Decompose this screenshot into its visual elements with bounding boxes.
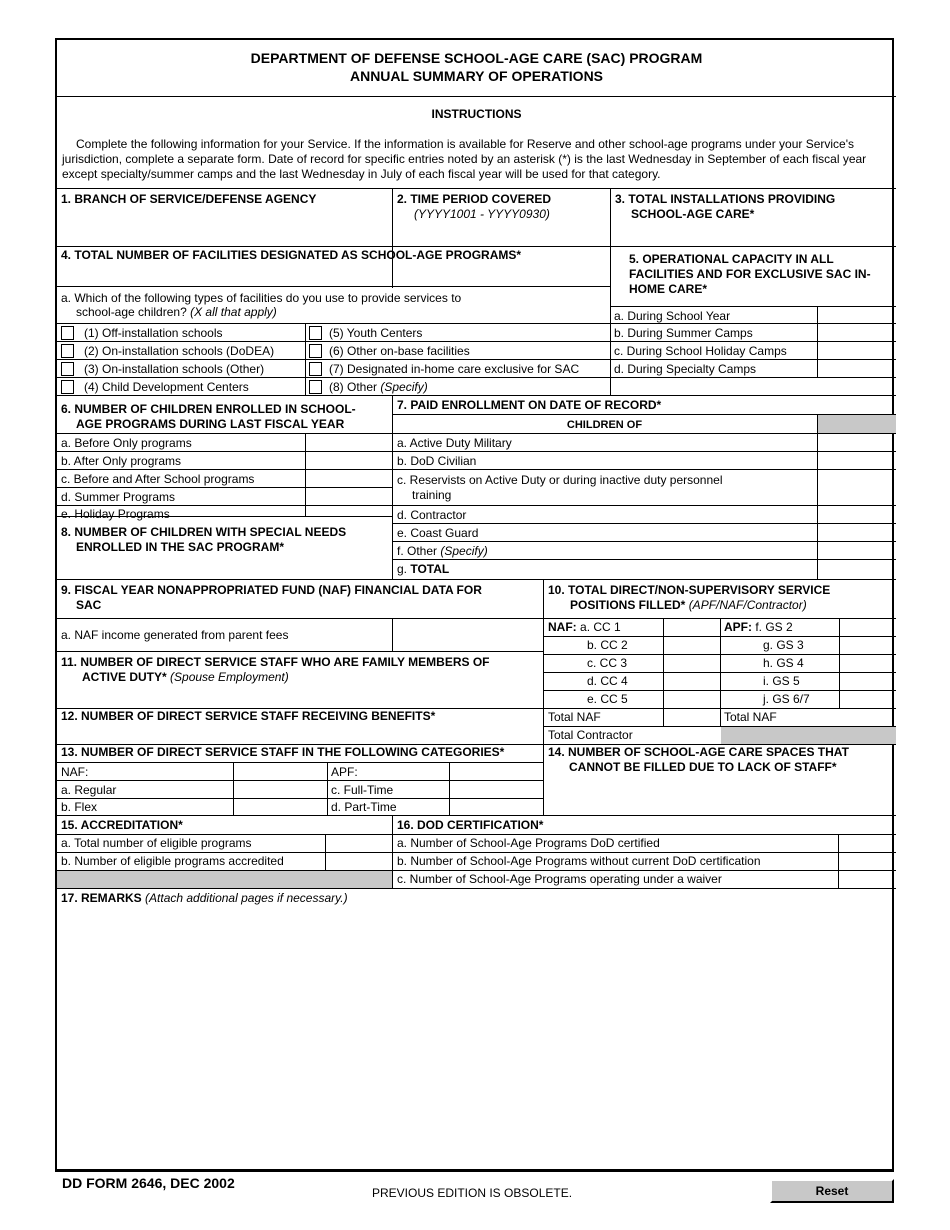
naf-income-input[interactable] — [394, 620, 542, 650]
s10-label-1: 10. TOTAL DIRECT/NON-SUPERVISORY SERVICE — [548, 583, 831, 597]
s7-total-prefix: g. — [397, 562, 408, 576]
s15-label: 15. ACCREDITATION* — [61, 818, 183, 832]
s13-naf-input[interactable] — [235, 763, 326, 779]
s12-label: 12. NUMBER OF DIRECT SERVICE STAFF RECEIVING BENEFITS* — [61, 709, 436, 723]
s15-row-a: a. Total number of eligible programs — [61, 836, 252, 850]
s10-apf-row-f: f. GS 2 — [755, 620, 793, 634]
s7-input-c[interactable] — [819, 470, 893, 504]
s10-label-2: POSITIONS FILLED* — [570, 598, 686, 612]
s6-row-c: c. Before and After School programs — [61, 472, 255, 486]
facility-option-8: (8) Other — [329, 380, 378, 394]
s16-label: 16. DOD CERTIFICATION* — [397, 818, 544, 832]
facility-checkbox-1[interactable] — [61, 326, 74, 340]
s16-row-c: c. Number of School-Age Programs operating under a waiver — [397, 872, 722, 886]
s10-naf-total-input[interactable] — [665, 709, 719, 725]
s10-apf-row-j: j. GS 6/7 — [763, 692, 810, 706]
s8-label-2: ENROLLED IN THE SAC PROGRAM* — [76, 540, 285, 554]
s13-fulltime: c. Full-Time — [331, 783, 394, 797]
s16-input-b[interactable] — [840, 853, 893, 869]
s5-row-a: a. During School Year — [614, 309, 731, 323]
form-frame — [55, 38, 894, 1172]
s17-label: 17. REMARKS — [61, 891, 142, 905]
s14-label-1: 14. NUMBER OF SCHOOL-AGE CARE SPACES THAT — [548, 745, 849, 759]
facility-option-7: (7) Designated in-home care exclusive for SAC — [329, 362, 580, 376]
facility-checkbox-2[interactable] — [61, 344, 74, 358]
s10-total-naf: Total NAF — [548, 710, 601, 724]
s2-hint: (YYYY1001 - YYYY0930) — [414, 207, 550, 221]
s10-apf-input-h[interactable] — [841, 655, 893, 671]
time-period-input[interactable] — [395, 224, 607, 246]
facility-checkbox-7[interactable] — [309, 362, 322, 376]
form-id: DD FORM 2646, DEC 2002 — [62, 1175, 235, 1191]
remarks-textarea[interactable] — [59, 908, 893, 1166]
s16-input-c[interactable] — [840, 871, 893, 887]
s6-label-2: AGE PROGRAMS DURING LAST FISCAL YEAR — [76, 417, 345, 431]
facility-checkbox-6[interactable] — [309, 344, 322, 358]
s15-input-b[interactable] — [327, 853, 391, 869]
s13-flex: b. Flex — [61, 800, 98, 814]
s6-input-a[interactable] — [307, 434, 391, 450]
s7-subheader: CHILDREN OF — [566, 419, 643, 431]
facility-option-3: (3) On-installation schools (Other) — [84, 362, 265, 376]
s10-apf-input-g[interactable] — [841, 637, 893, 653]
facility-checkbox-5[interactable] — [309, 326, 322, 340]
s10-contractor-total-input[interactable] — [665, 727, 719, 743]
s10-naf-input-e[interactable] — [665, 691, 719, 707]
s6-row-d: d. Summer Programs — [61, 490, 176, 504]
s13-naf: NAF: — [61, 765, 89, 779]
s2-label: 2. TIME PERIOD COVERED — [397, 192, 552, 206]
facility-checkbox-3[interactable] — [61, 362, 74, 376]
s5-label-3: HOME CARE* — [629, 282, 708, 296]
obsolete-note: PREVIOUS EDITION IS OBSOLETE. — [372, 1186, 573, 1200]
form-title-line1: DEPARTMENT OF DEFENSE SCHOOL-AGE CARE (SAC) PROGRAM — [250, 50, 703, 66]
s10-apf-row-h: h. GS 4 — [763, 656, 804, 670]
s5-row-c: c. During School Holiday Camps — [614, 344, 787, 358]
s10-apf-row-i: i. GS 5 — [763, 674, 800, 688]
s5-row-b: b. During Summer Camps — [614, 326, 753, 340]
s9-label-1: 9. FISCAL YEAR NONAPPROPRIATED FUND (NAF) FINANCIAL DATA FOR — [61, 583, 482, 597]
facility-checkbox-4[interactable] — [61, 380, 74, 394]
s6-row-e: e. Holiday Programs — [61, 507, 170, 521]
facility-option-2: (2) On-installation schools (DoDEA) — [84, 344, 275, 358]
facility-other-specify-input[interactable] — [447, 378, 892, 394]
s13-regular-input[interactable] — [235, 781, 326, 797]
total-installations-input[interactable] — [613, 224, 893, 246]
s13-apf-input[interactable] — [451, 763, 542, 779]
s10-naf-prefix: NAF: — [548, 620, 577, 634]
s4-question-line2: school-age children? — [76, 305, 187, 319]
s7-row-e: e. Coast Guard — [397, 526, 479, 540]
s11-label-2: ACTIVE DUTY* — [82, 670, 167, 684]
s15-row-b: b. Number of eligible programs accredited — [61, 854, 284, 868]
s7-row-f-hint: (Specify) — [440, 544, 488, 558]
s10-hint: (APF/NAF/Contractor) — [688, 598, 807, 612]
facility-option-1: (1) Off-installation schools — [84, 326, 223, 340]
s10-apf-total-input[interactable] — [841, 709, 893, 725]
s3-label-2: SCHOOL-AGE CARE* — [631, 207, 755, 221]
s3-label-1: 3. TOTAL INSTALLATIONS PROVIDING — [615, 192, 836, 206]
s10-naf-row-c: c. CC 3 — [587, 656, 628, 670]
s11-label-1: 11. NUMBER OF DIRECT SERVICE STAFF WHO ARE FAMILY MEMBERS OF — [61, 655, 490, 669]
facility-checkbox-8[interactable] — [309, 380, 322, 394]
s13-fulltime-input[interactable] — [451, 781, 542, 797]
s5-input-d[interactable] — [819, 360, 893, 376]
s10-naf-input-d[interactable] — [665, 673, 719, 689]
unfilled-spaces-input[interactable] — [545, 778, 893, 814]
s6-input-e[interactable] — [307, 506, 391, 516]
s15-input-a[interactable] — [327, 835, 391, 851]
reset-button[interactable]: Reset — [770, 1179, 894, 1203]
s7-row-b: b. DoD Civilian — [397, 454, 477, 468]
s6-input-c[interactable] — [307, 470, 391, 486]
family-members-input[interactable] — [59, 686, 541, 706]
s10-naf-row-a: a. CC 1 — [580, 620, 621, 634]
s4-question-line1: a. Which of the following types of facilities do you use to provide services to — [61, 291, 462, 305]
s17-hint: (Attach additional pages if necessary.) — [145, 891, 348, 905]
s16-row-a: a. Number of School-Age Programs DoD certified — [397, 836, 660, 850]
s5-input-b[interactable] — [819, 324, 893, 340]
facility-option-4: (4) Child Development Centers — [84, 380, 249, 394]
s16-input-a[interactable] — [840, 835, 893, 851]
s6-row-a: a. Before Only programs — [61, 436, 192, 450]
s13-parttime-input[interactable] — [451, 799, 542, 814]
s10-naf-input-b[interactable] — [665, 637, 719, 653]
instructions-text: Complete the following information for your Service. If the information is available for Reserve and other school-age programs under your Service's jurisdiction, complete a separate form. Date of record for specific entries noted by an asterisk (*) is the last Wednesday in September of each fiscal year except specialty/summer camps and the last Wednesday in July of each fiscal year will be used for that category. — [62, 137, 867, 181]
s1-label: 1. BRANCH OF SERVICE/DEFENSE AGENCY — [61, 192, 317, 206]
facility-option-5: (5) Youth Centers — [329, 326, 423, 340]
s6-label-1: 6. NUMBER OF CHILDREN ENROLLED IN SCHOOL- — [61, 402, 356, 416]
s5-label-2: FACILITIES AND FOR EXCLUSIVE SAC IN- — [629, 267, 871, 281]
s4-question-hint: (X all that apply) — [190, 305, 277, 319]
instructions-title: INSTRUCTIONS — [431, 107, 522, 121]
s7-input-f[interactable] — [819, 542, 893, 558]
s7-row-a: a. Active Duty Military — [397, 436, 512, 450]
s7-input-a[interactable] — [819, 434, 893, 450]
s16-row-b: b. Number of School-Age Programs without current DoD certification — [397, 854, 761, 868]
s7-row-f: f. Other — [397, 544, 438, 558]
s6-row-b: b. After Only programs — [61, 454, 182, 468]
branch-of-service-input[interactable] — [59, 208, 389, 246]
s5-label-1: 5. OPERATIONAL CAPACITY IN ALL — [629, 252, 834, 266]
s10-naf-input-a[interactable] — [665, 619, 719, 635]
s13-parttime: d. Part-Time — [331, 800, 397, 814]
s5-row-d: d. During Specialty Camps — [614, 362, 757, 376]
facility-option-8-hint: (Specify) — [380, 380, 428, 394]
s7-input-total[interactable] — [819, 560, 893, 578]
s9-label-2: SAC — [76, 598, 102, 612]
s10-naf-input-c[interactable] — [665, 655, 719, 671]
s5-input-c[interactable] — [819, 342, 893, 358]
total-facilities-input[interactable] — [59, 264, 607, 286]
s6-input-b[interactable] — [307, 452, 391, 468]
s7-input-d[interactable] — [819, 506, 893, 522]
s10-apf-row-g: g. GS 3 — [763, 638, 804, 652]
s10-apf-prefix: APF: — [724, 620, 752, 634]
s8-label-1: 8. NUMBER OF CHILDREN WITH SPECIAL NEEDS — [61, 525, 347, 539]
s6-input-d[interactable] — [307, 488, 391, 504]
s7-row-d: d. Contractor — [397, 508, 467, 522]
staff-benefits-input[interactable] — [59, 725, 541, 743]
s5-input-a[interactable] — [819, 307, 893, 323]
special-needs-input[interactable] — [59, 555, 389, 579]
s14-label-2: CANNOT BE FILLED DUE TO LACK OF STAFF* — [569, 760, 837, 774]
s10-apf-input-f[interactable] — [841, 619, 893, 635]
form-title-line2: ANNUAL SUMMARY OF OPERATIONS — [349, 68, 604, 84]
s7-label: 7. PAID ENROLLMENT ON DATE OF RECORD* — [397, 398, 662, 412]
s9-row-a: a. NAF income generated from parent fees — [61, 628, 289, 642]
s7-row-c: c. Reservists on Active Duty or during inactive duty personnel — [397, 473, 723, 487]
s13-apf: APF: — [331, 765, 358, 779]
s7-input-e[interactable] — [819, 524, 893, 540]
facility-option-6: (6) Other on-base facilities — [329, 344, 470, 358]
s10-naf-row-e: e. CC 5 — [587, 692, 628, 706]
s10-apf-input-j[interactable] — [841, 691, 893, 707]
s11-hint: (Spouse Employment) — [170, 670, 289, 684]
s7-input-b[interactable] — [819, 452, 893, 468]
s10-naf-row-b: b. CC 2 — [587, 638, 628, 652]
s7-row-c-cont: training — [412, 488, 452, 502]
s4-label: 4. TOTAL NUMBER OF FACILITIES DESIGNATED AS SCHOOL-AGE PROGRAMS* — [61, 248, 522, 262]
s13-label: 13. NUMBER OF DIRECT SERVICE STAFF IN THE FOLLOWING CATEGORIES* — [61, 745, 505, 759]
s7-total-label: TOTAL — [410, 562, 450, 576]
s10-total-apf: Total NAF — [724, 710, 777, 724]
s10-naf-row-d: d. CC 4 — [587, 674, 628, 688]
s13-regular: a. Regular — [61, 783, 117, 797]
s10-total-contractor: Total Contractor — [548, 728, 633, 742]
s13-flex-input[interactable] — [235, 799, 326, 814]
s10-apf-input-i[interactable] — [841, 673, 893, 689]
